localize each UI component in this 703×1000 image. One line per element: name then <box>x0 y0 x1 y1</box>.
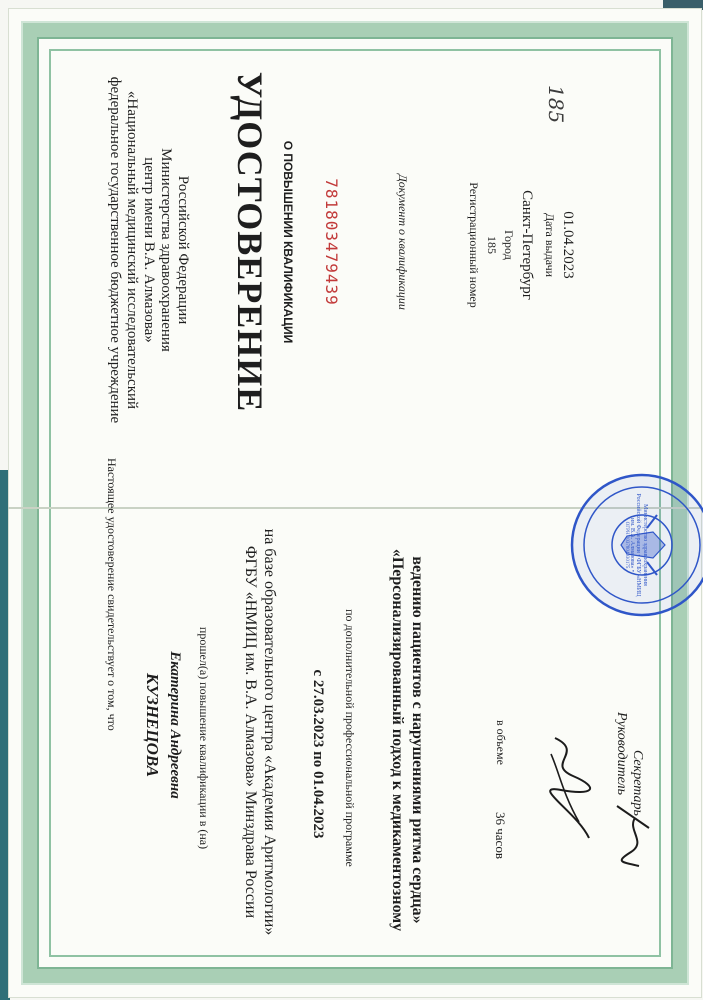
registration-number: 185 <box>485 236 499 254</box>
passed-text: прошел(а) повышение квалификации в (на) <box>197 626 211 850</box>
handwritten-registration-number: 185 <box>544 85 568 124</box>
issuer-line-1: федеральное государственное бюджетное учреждение <box>107 76 123 424</box>
secretary-signature <box>607 800 657 870</box>
program-label: по дополнительной профессиональной программе <box>343 609 357 867</box>
head-signature <box>533 730 603 850</box>
certificate-page <box>0 458 703 1000</box>
issue-date: 01.04.2023 <box>560 211 576 279</box>
issuer-line-5: Российской Федерации <box>175 175 191 325</box>
recipient-names: Екатерина Андреевна <box>167 651 183 799</box>
organization-line-2: на базе образовательного центра «Академия Аритмологии» <box>261 528 278 936</box>
program-title-line-2: ведению пациентов с нарушениями ритма сердца» <box>409 556 426 924</box>
recipient-surname: КУЗНЕЦОВА <box>143 673 162 777</box>
training-period: с 27.03.2023 по 01.04.2023 <box>310 669 326 839</box>
issue-date-label: Дата выдачи <box>543 212 557 278</box>
issuer-line-2: «Национальный медицинский исследовательский <box>124 90 140 410</box>
city-label: Город <box>502 230 516 260</box>
city-value: Санкт-Петербург <box>519 190 535 300</box>
certificate-title: УДОСТОВЕРЕНИЕ <box>230 71 270 413</box>
head-label: Руководитель <box>614 712 629 796</box>
registration-label: Регистрационный номер <box>467 182 481 308</box>
organization-line-1: ФГБУ «НМИЦ им. В.А. Алмазова» Минздрава России <box>242 545 259 919</box>
certificate-number: 781803479439 <box>322 178 341 306</box>
issuer-line-3: центр имени В.А. Алмазова» <box>141 157 157 343</box>
issuer-line-4: Министерства здравоохранения <box>158 148 174 352</box>
program-title-line-1: «Персонализированный подход к медикаментозному <box>389 548 406 932</box>
intro-text: Настоящее удостоверение свидетельствует о том, что <box>105 458 119 731</box>
certificate-subtitle: О ПОВЫШЕНИИ КВАЛИФИКАЦИИ <box>281 140 295 344</box>
seal-text: Министерство здравоохранения Российской Федерации • ФГБУ «НМИЦ им. В.А. Алмазова» • <box>628 493 648 597</box>
seal-center-text: ОГРН 1037804030175 <box>624 521 629 569</box>
volume-label: в объеме <box>494 720 508 765</box>
volume-value: 36 часов <box>493 812 508 859</box>
secretary-label: Секретарь <box>630 750 645 816</box>
document-type: Документ о квалификации <box>396 174 410 310</box>
